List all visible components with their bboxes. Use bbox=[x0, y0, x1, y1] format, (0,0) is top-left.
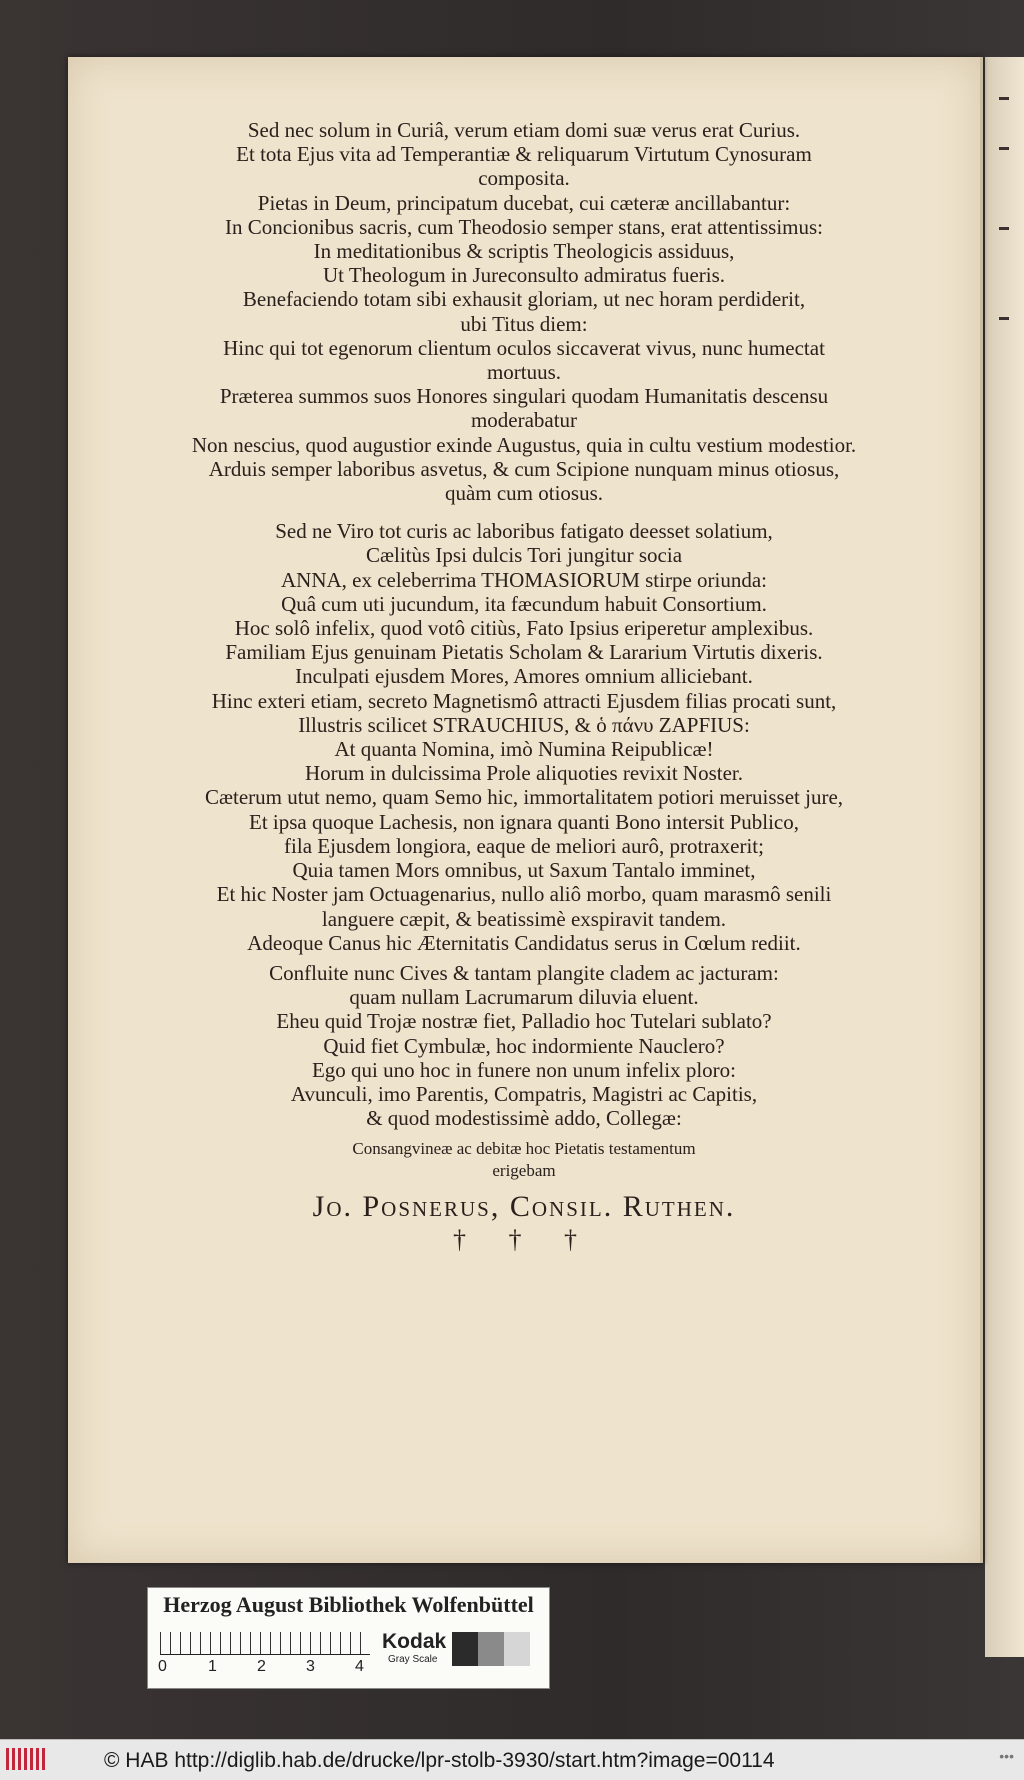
poem-line: Hinc qui tot egenorum clientum oculos siccaverat vivus, nunc humectat bbox=[223, 335, 825, 360]
poem-line: Sed nec solum in Curiâ, verum etiam domi suæ verus erat Curius. bbox=[247, 118, 801, 142]
crosses-ornament: † † † bbox=[453, 1225, 595, 1255]
poem-line: Hoc solô infelix, quod votô citiùs, Fato Ipsius eriperetur amplexibus. bbox=[234, 616, 814, 641]
ruler-number: 2 bbox=[257, 1658, 266, 1675]
ruler-number: 4 bbox=[355, 1658, 364, 1675]
poem-line: languere cæpit, & beatissimè exspiravit tandem. bbox=[321, 906, 727, 931]
poem-line: quam nullam Lacrumarum diluvia eluent. bbox=[349, 985, 699, 1010]
hab-logo-icon bbox=[6, 1748, 46, 1770]
dedication bbox=[68, 1138, 980, 1182]
poem-line: Et tota Ejus vita ad Temperantiæ & reliquarum Virtutum Cynosuram bbox=[236, 142, 812, 167]
poem-line: Illustris scilicet STRAUCHIUS, & ὁ πάνυ ZAPFIUS: bbox=[298, 712, 750, 737]
poem-line: Familiam Ejus genuinam Pietatis Scholam & Lararium Virtutis dixeris. bbox=[225, 640, 823, 665]
viewer-footer bbox=[0, 1739, 1024, 1780]
poem-line: Sed ne Viro tot curis ac laboribus fatigato deesset solatium, bbox=[275, 519, 773, 544]
poem-line: In meditationibus & scriptis Theologicis assiduus, bbox=[313, 239, 735, 264]
poem-line: mortuus. bbox=[486, 360, 562, 385]
poem-text bbox=[68, 118, 980, 1254]
poem-line: Quid fiet Cymbulæ, hoc indormiente Nauclero? bbox=[323, 1033, 725, 1058]
gray-swatch-mid bbox=[478, 1632, 504, 1666]
library-name: Herzog August Bibliothek Wolfenbüttel bbox=[163, 1592, 534, 1617]
kodak-logo: Kodak bbox=[382, 1630, 447, 1653]
poem-line: moderabatur bbox=[470, 408, 578, 433]
poem-line: composita. bbox=[478, 166, 570, 191]
poem-block-2 bbox=[68, 519, 980, 955]
gray-swatch-light bbox=[504, 1632, 530, 1666]
poem-line: fila Ejusdem longiora, eaque de meliori aurô, protraxerit; bbox=[284, 833, 764, 858]
poem-line: Ut Theologum in Jureconsulto admiratus fueris. bbox=[322, 263, 726, 288]
ruler-number: 0 bbox=[158, 1658, 167, 1675]
poem-line: & quod modestissimè addo, Collegæ: bbox=[366, 1106, 682, 1131]
poem-line: Ego qui uno hoc in funere non unum infelix ploro: bbox=[311, 1057, 736, 1082]
poem-block-1 bbox=[68, 118, 980, 505]
gray-swatch-dark bbox=[452, 1632, 478, 1666]
gray-scale-label: Gray Scale bbox=[388, 1654, 438, 1665]
poem-line: Benefaciendo totam sibi exhausit gloriam, ut nec horam perdiderit, bbox=[242, 287, 806, 312]
more-options-icon[interactable]: ••• bbox=[999, 1748, 1014, 1764]
adjacent-page-edge bbox=[985, 57, 1024, 1657]
poem-line: Quâ cum uti jucundum, ita fæcundum habuit Consortium. bbox=[281, 591, 767, 616]
poem-line: Cæterum utut nemo, quam Semo hic, immortalitatem potiori meruisset jure, bbox=[204, 785, 844, 810]
ruler-number: 3 bbox=[306, 1658, 315, 1675]
dedication-line: erigebam bbox=[492, 1161, 556, 1181]
poem-line: In Concionibus sacris, cum Theodosio semper stans, erat attentissimus: bbox=[224, 214, 824, 239]
poem-line: Cælitùs Ipsi dulcis Tori jungitur socia bbox=[365, 543, 683, 568]
poem-line: Præterea summos suos Honores singulari quodam Humanitatis descensu bbox=[219, 384, 829, 409]
dedication-line: Consangvineæ ac debitæ hoc Pietatis testamentum bbox=[352, 1139, 696, 1159]
poem-line: Arduis semper laboribus asvetus, & cum Scipione nunquam minus otiosus, bbox=[208, 456, 840, 481]
poem-line: Horum in dulcissima Prole aliquoties revixit Noster. bbox=[304, 761, 744, 786]
poem-line: quàm cum otiosus. bbox=[444, 481, 604, 506]
signature: Jo. Posnerus, Consil. Ruthen. bbox=[312, 1190, 736, 1224]
poem-line: Non nescius, quod augustior exinde Augustus, quia in cultu vestium modestior. bbox=[191, 432, 857, 457]
poem-line: ANNA, ex celeberrima THOMASIORUM stirpe oriunda: bbox=[280, 567, 767, 592]
poem-block-3 bbox=[68, 961, 980, 1130]
permalink-url[interactable]: © HAB http://diglib.hab.de/drucke/lpr-stolb-3930/start.htm?image=00114 bbox=[104, 1749, 775, 1772]
poem-line: Avunculi, imo Parentis, Compatris, Magistri ac Capitis, bbox=[290, 1081, 758, 1106]
poem-line: Pietas in Deum, principatum ducebat, cui cæteræ ancillabantur: bbox=[257, 190, 791, 215]
poem-line: Et ipsa quoque Lachesis, non ignara quanti Bono intersit Publico, bbox=[249, 809, 799, 834]
poem-line: Inculpati ejusdem Mores, Amores omnium alliciebant. bbox=[295, 664, 753, 689]
poem-line: Adeoque Canus hic Æternitatis Candidatus serus in Cœlum rediit. bbox=[247, 930, 801, 955]
ruler-number: 1 bbox=[208, 1658, 217, 1675]
poem-line: Quia tamen Mors omnibus, ut Saxum Tantalo imminet, bbox=[292, 858, 756, 883]
poem-line: Eheu quid Trojæ nostræ fiet, Palladio hoc Tutelari sublato? bbox=[276, 1009, 772, 1034]
poem-line: Hinc exteri etiam, secreto Magnetismô attracti Ejusdem filias procati sunt, bbox=[211, 688, 837, 713]
poem-line: Confluite nunc Cives & tantam plangite cladem ac jacturam: bbox=[269, 960, 779, 985]
poem-line: ubi Titus diem: bbox=[460, 311, 588, 336]
ruler-scale bbox=[160, 1632, 370, 1655]
color-calibration-target bbox=[147, 1587, 550, 1689]
poem-line: Et hic Noster jam Octuagenarius, nullo aliô morbo, quam marasmô senili bbox=[216, 882, 832, 907]
poem-line: At quanta Nomina, imò Numina Reipublicæ! bbox=[334, 737, 714, 762]
